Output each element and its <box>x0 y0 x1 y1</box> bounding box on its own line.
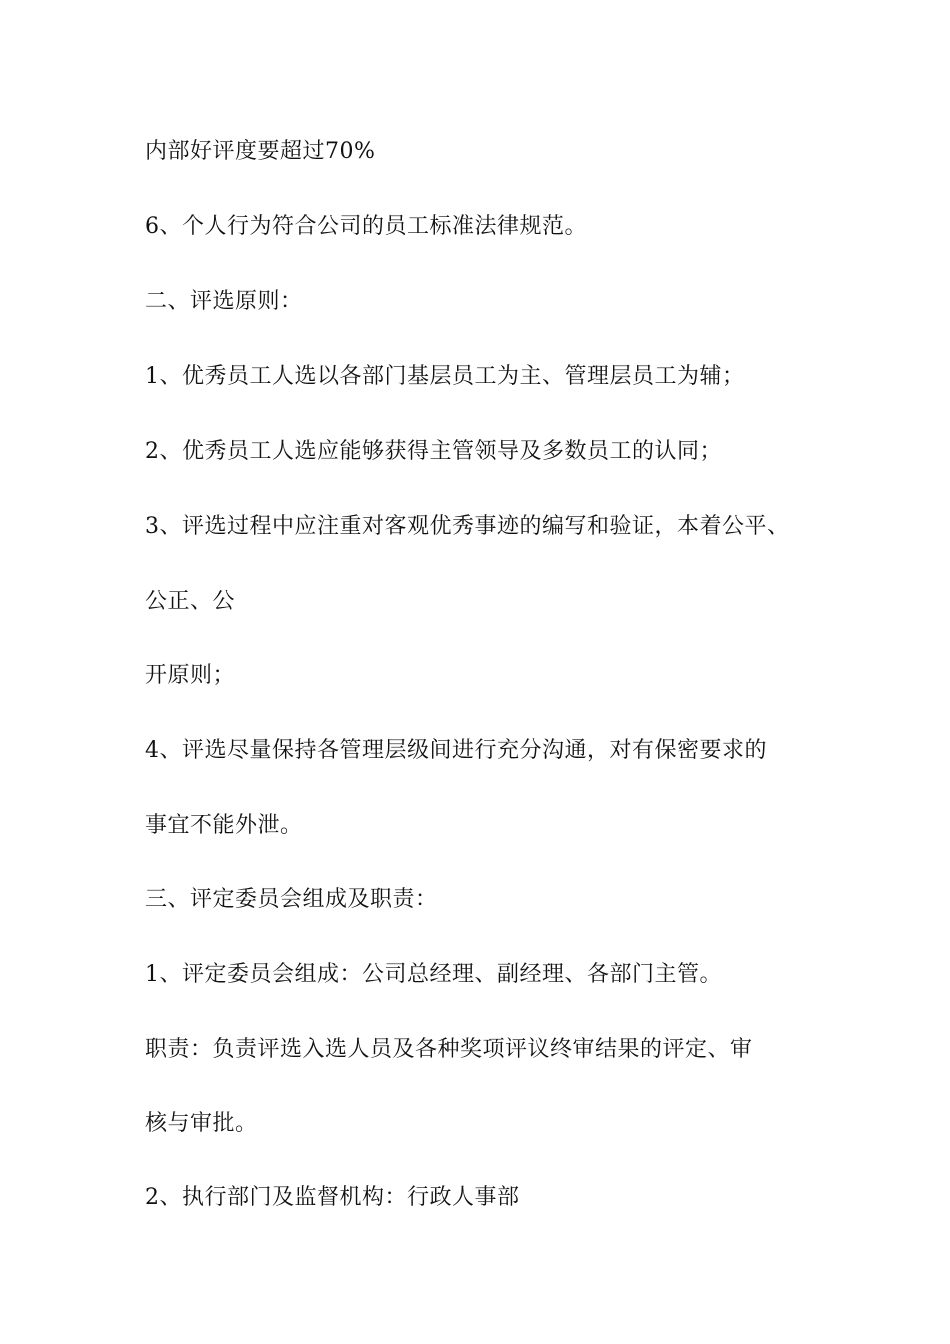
text-line-committee-2: 2、执行部门及监督机构：行政人事部 <box>145 1185 520 1210</box>
text-line-principle-1: 1、优秀员工人选以各部门基层员工为主、管理层员工为辅； <box>145 364 745 389</box>
text-line-principle-3-cont: 公正、公 <box>145 589 236 614</box>
section-heading-committee: 三、评定委员会组成及职责： <box>145 887 438 912</box>
text-line-principle-4: 4、评选尽量保持各管理层级间进行充分沟通，对有保密要求的 <box>145 738 767 763</box>
section-heading-selection-principles: 二、评选原则： <box>145 289 303 314</box>
text-line-duties: 职责：负责评选入选人员及各种奖项评议终审结果的评定、审 <box>145 1037 753 1062</box>
text-line-principle-3: 3、评选过程中应注重对客观优秀事迹的编写和验证，本着公平、 <box>145 514 790 539</box>
text-line-duties-cont: 核与审批。 <box>145 1111 258 1136</box>
text-line-good-rating: 内部好评度要超过70% <box>145 139 376 164</box>
text-line-principle-2: 2、优秀员工人选应能够获得主管领导及多数员工的认同； <box>145 439 722 464</box>
text-line-principle-3-end: 开原则； <box>145 663 236 688</box>
text-line-committee-1: 1、评定委员会组成：公司总经理、副经理、各部门主管。 <box>145 962 722 987</box>
text-line-principle-4-cont: 事宜不能外泄。 <box>145 813 303 838</box>
text-line-item-6: 6、个人行为符合公司的员工标准法律规范。 <box>145 214 587 239</box>
